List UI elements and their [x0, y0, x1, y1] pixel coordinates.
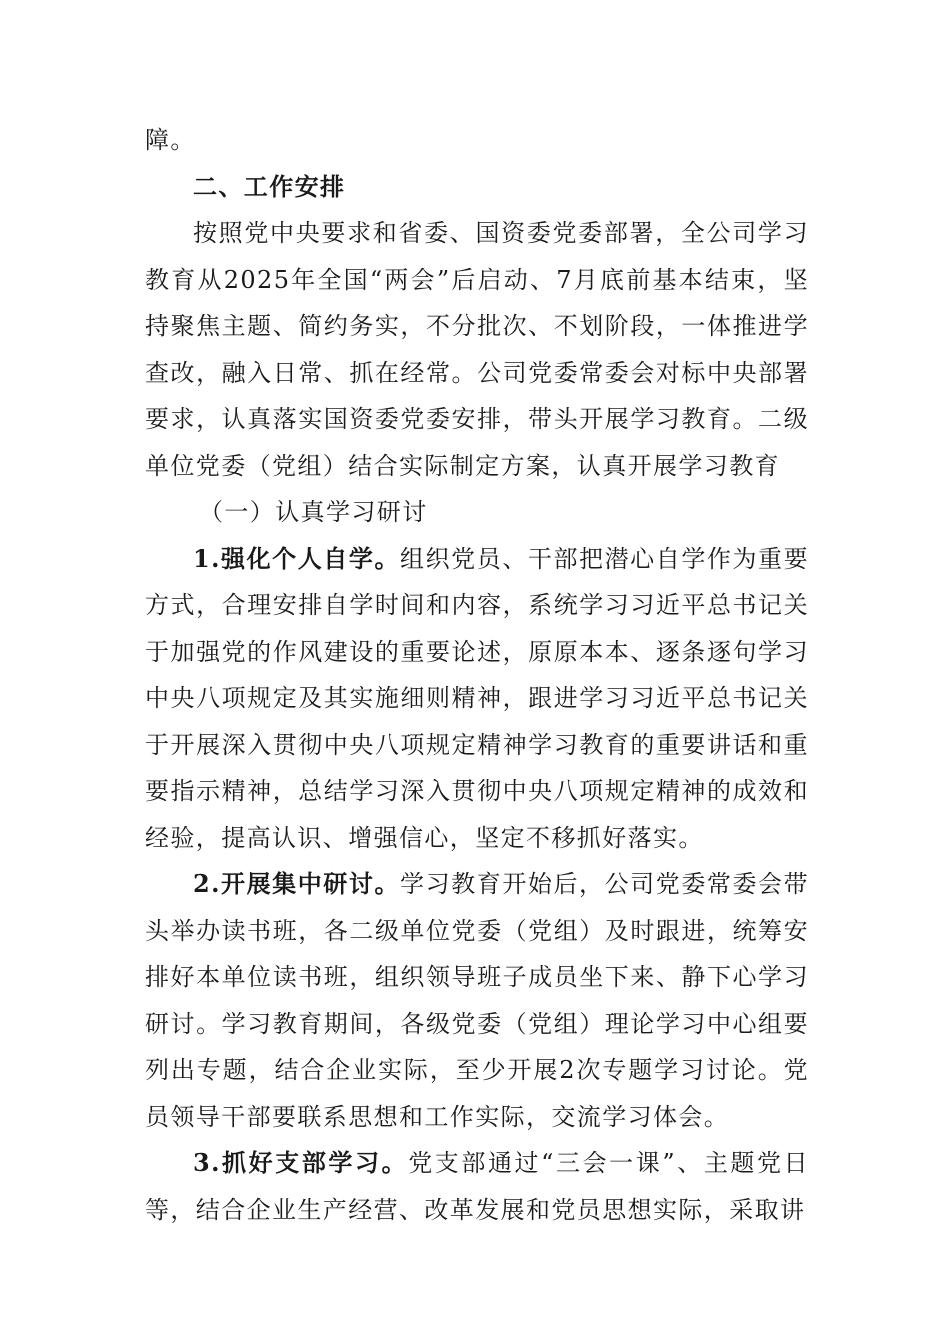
- document-body: [145, 117, 809, 1233]
- item-body-1: 组织党员、干部把潜心自学作为重要方式，合理安排自学时间和内容，系统学习习近平总书记关于加强党的作风建设的重要论述，原原本本、逐条逐句学习中央八项规定及其实施细则精神，跟进学习习近平总书记关于开展深入贯彻中央八项规定精神学习教育的重要讲话和重要指示精神，总结学习深入贯彻中央八项规定精神的成效和经验，提高认识、增强信心，坚定不移抓好落实。: [145, 544, 809, 852]
- item-lead-3: 3.抓好支部学习。: [193, 1148, 409, 1177]
- section-heading: 二、工作安排: [193, 171, 346, 201]
- item-paragraph-2: [145, 861, 809, 1140]
- intro-paragraph: 按照党中央要求和省委、国资委党委部署，全公司学习教育从2025年全国“两会”后启动、7月底前基本结束，坚持聚焦主题、简约务实，不分批次、不划阶段，一体推进学查改，融入日常、抓在经常。公司党委常委会对标中央部署要求，认真落实国资委党委安排，带头开展学习教育。二级单位党委（党组）结合实际制定方案，认真开展学习教育: [145, 219, 809, 480]
- item-body-2: 学习教育开始后，公司党委常委会带头举办读书班，各二级单位党委（党组）及时跟进，统筹安排好本单位读书班，组织领导班子成员坐下来、静下心学习研讨。学习教育期间，各级党委（党组）理论学习中心组要列出专题，结合企业实际，至少开展2次专题学习讨论。党员领导干部要联系思想和工作实际，交流学习体会。: [145, 870, 809, 1131]
- item-lead-2: 2.开展集中研讨。: [193, 869, 401, 898]
- item-paragraph-3: [145, 1140, 809, 1233]
- item-lead-1: 1.强化个人自学。: [193, 543, 401, 573]
- subsection-heading: （一）认真学习研讨: [199, 498, 428, 526]
- carryover-text: 障。: [145, 126, 196, 154]
- item-body-3: 党支部通过“三会一课”、主题党日等，结合企业生产经营、改革发展和党员思想实际，采取讲: [145, 1149, 809, 1224]
- item-paragraph-1: [145, 536, 809, 862]
